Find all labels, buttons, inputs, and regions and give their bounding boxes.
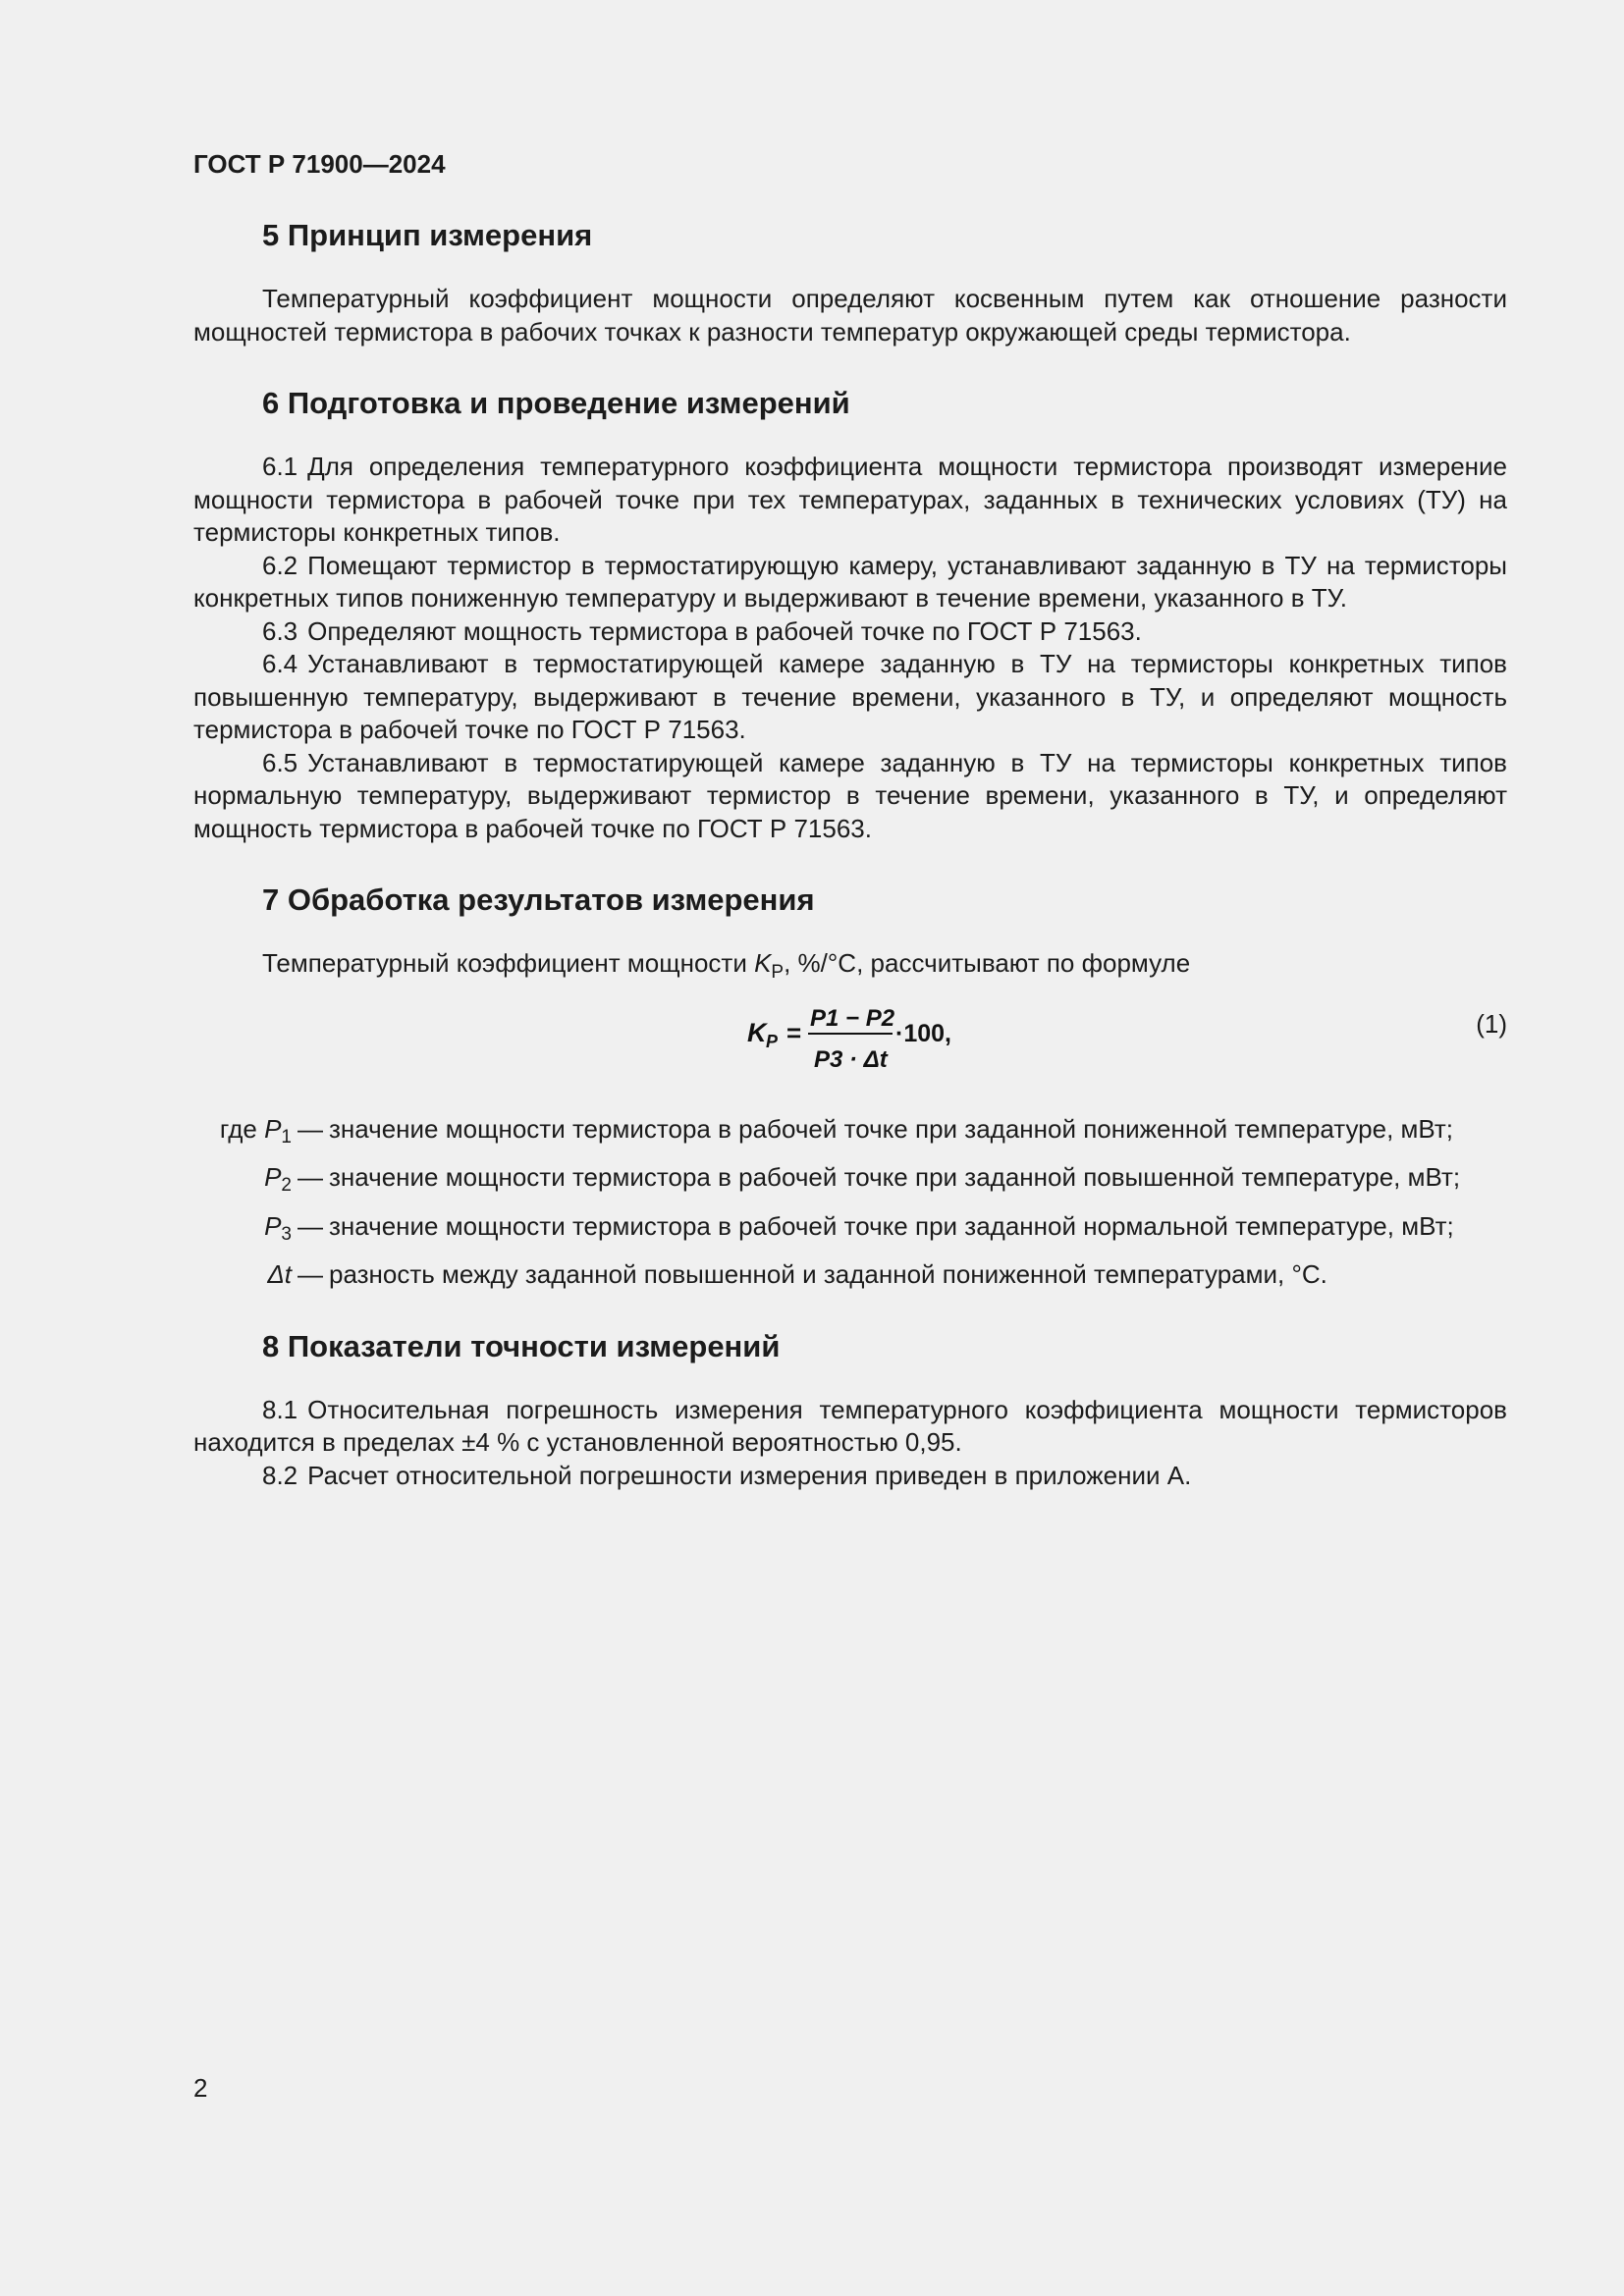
variable-row	[193, 1258, 1507, 1292]
symbol: P	[264, 1113, 282, 1144]
formula-intro	[193, 947, 1507, 989]
variable-row	[193, 1113, 1507, 1154]
formula-lhs-sub: P	[766, 1031, 779, 1051]
symbol-sub: 2	[281, 1175, 292, 1197]
symbol: P	[264, 1210, 282, 1241]
symbol: P	[264, 1162, 282, 1193]
document-header: ГОСТ Р 71900—2024	[193, 149, 446, 179]
page-number: 2	[193, 2073, 208, 2103]
dash: —	[298, 1210, 323, 1241]
section-5-title: 5 Принцип измерения	[262, 218, 593, 252]
formula-denominator: P3 · Δt	[814, 1045, 888, 1073]
kp-symbol: K	[754, 948, 772, 978]
clause-number: 6.5	[262, 747, 298, 777]
clause-text: Устанавливают в термостатирующей камере заданную в ТУ на термисторы конкретных типов повышенную температуру, выдерживают в течение времени, указанного в ТУ, и определяют мощность термистора в рабочей точке по ГОСТ Р 71563.	[193, 649, 1507, 744]
document-body	[193, 216, 1507, 1492]
formula-graphic	[745, 997, 981, 1076]
section-8	[193, 1327, 1507, 1493]
clause-number: 6.4	[262, 649, 298, 678]
clause-text: Определяют мощность термистора в рабочей точке по ГОСТ Р 71563.	[307, 615, 1142, 646]
clause-8-1	[193, 1394, 1507, 1460]
clause-text: Устанавливают в термостатирующей камере заданную в ТУ на термисторы конкретных типов нормальную температуру, выдерживают термистор в течение времени, указанного в ТУ, и определяют мощность термистора в рабочей точке по ГОСТ Р 71563.	[193, 747, 1507, 843]
clause-number: 8.2	[262, 1460, 298, 1490]
formula-number: (1)	[1476, 1008, 1507, 1039]
variables-list	[193, 1113, 1507, 1292]
symbol: Δt	[267, 1259, 292, 1290]
section-6	[193, 384, 1507, 845]
dash: —	[298, 1113, 323, 1144]
section-6-title: 6 Подготовка и проведение измерений	[262, 386, 850, 420]
clause-number: 6.2	[262, 550, 298, 580]
variable-symbol	[193, 1258, 292, 1292]
clause-6-4	[193, 648, 1507, 747]
kp-subscript: P	[771, 962, 785, 984]
dash: —	[298, 1162, 323, 1193]
clause-number: 6.1	[262, 452, 298, 481]
clause-text: Для определения температурного коэффициента мощности термистора производят измерение мощности термистора в рабочей точке при тех температурах, заданных в технических условиях (ТУ) на термисторы конкретных типов.	[193, 452, 1507, 547]
clause-text: Расчет относительной погрешности измерения приведен в приложении А.	[307, 1460, 1192, 1490]
clause-6-2	[193, 550, 1507, 615]
variable-description: значение мощности термистора в рабочей точке при заданной пониженной температуре, мВт;	[329, 1113, 1454, 1144]
variable-symbol	[193, 1161, 292, 1202]
section-5-text: Температурный коэффициент мощности определяют косвенным путем как отношение разности мощностей термистора в рабочих точках к разности температур окружающей среды термистора.	[193, 284, 1507, 347]
clause-8-2	[193, 1460, 1507, 1493]
clause-number: 8.1	[262, 1394, 298, 1424]
formula-intro-text: Температурный коэффициент мощности	[262, 948, 755, 978]
section-7	[193, 881, 1507, 1292]
symbol-sub: 1	[281, 1126, 292, 1148]
variable-row	[193, 1161, 1507, 1202]
section-7-title: 7 Обработка результатов измерения	[262, 882, 815, 917]
clause-6-1	[193, 451, 1507, 550]
where-word: где	[219, 1113, 265, 1144]
variable-row	[193, 1210, 1507, 1252]
variable-description: значение мощности термистора в рабочей точке при заданной повышенной температуре, мВт;	[329, 1162, 1461, 1193]
variable-symbol	[193, 1210, 292, 1252]
variable-description: разность между заданной повышенной и заданной пониженной температурами, °С.	[329, 1259, 1327, 1290]
formula-factor: ·100,	[895, 1019, 951, 1047]
formula-numerator: P1 − P2	[810, 1004, 895, 1032]
clause-text: Помещают термистор в термостатирующую камеру, устанавливают заданную в ТУ на термисторы конкретных типов пониженную температуру и выдерживают в течение времени, указанного в ТУ.	[193, 550, 1507, 613]
variable-description: значение мощности термистора в рабочей точке при заданной нормальной температуре, мВт;	[329, 1210, 1454, 1241]
clause-text: Относительная погрешность измерения температурного коэффициента мощности термисторов находится в пределах ±4 % с установленной вероятностью 0,95.	[193, 1394, 1507, 1458]
dash: —	[298, 1259, 323, 1290]
section-5	[193, 216, 1507, 348]
clause-number: 6.3	[262, 615, 298, 646]
variable-symbol	[193, 1113, 292, 1154]
clause-6-3	[193, 615, 1507, 649]
formula-equals: =	[786, 1017, 802, 1047]
clause-6-5	[193, 747, 1507, 846]
formula-lhs: K	[747, 1017, 767, 1047]
symbol-sub: 3	[281, 1223, 292, 1245]
section-8-title: 8 Показатели точности измерений	[262, 1328, 781, 1363]
formula-intro-tail: , %/°С, рассчитывают по формуле	[784, 948, 1191, 978]
formula-1	[193, 997, 1507, 1076]
